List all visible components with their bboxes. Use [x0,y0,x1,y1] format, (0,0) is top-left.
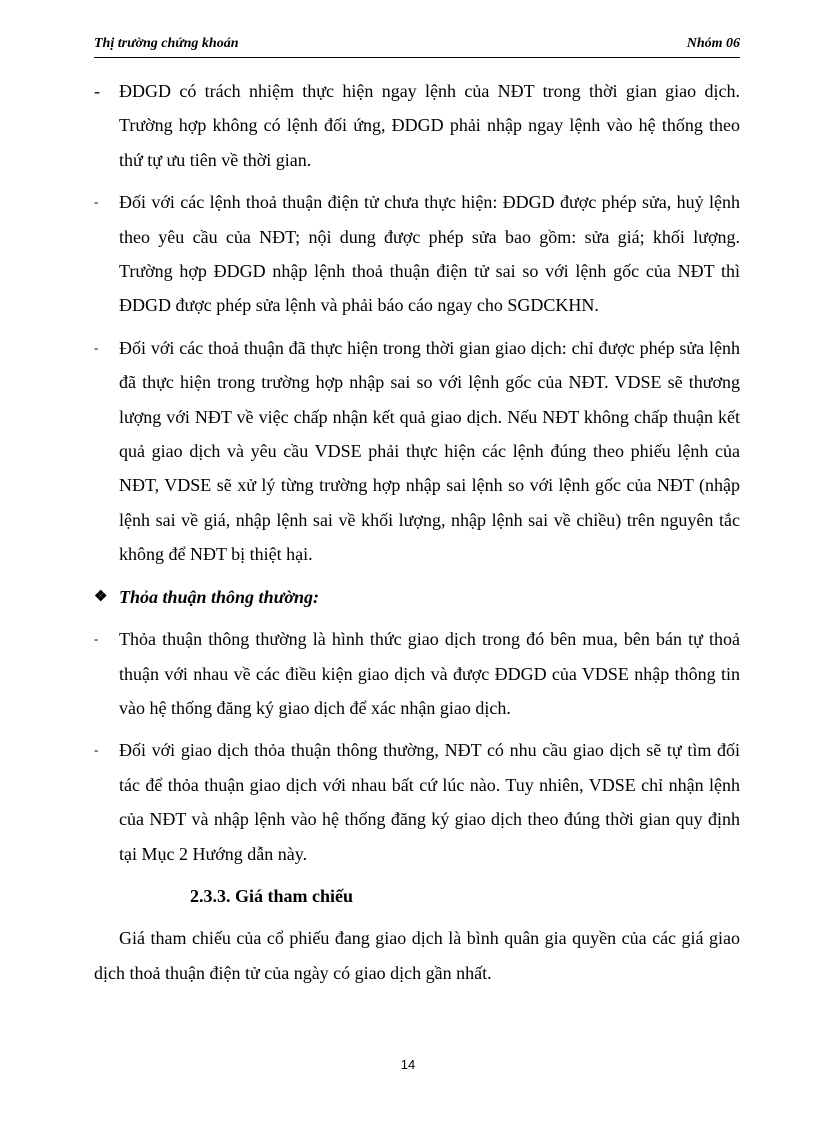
page-header [94,33,740,58]
dash-bullet: - [94,339,99,355]
section-heading-text: Thỏa thuận thông thường: [119,586,320,607]
list-item [94,74,740,177]
diamond-bullet-icon: ❖ [94,588,108,605]
list-item [94,331,740,572]
dash-bullet: - [94,631,99,647]
list-item [94,733,740,871]
document-body [94,74,740,990]
list-item-text: Đối với các lệnh thoả thuận điện tử chưa thực hiện: ĐDGD được phép sửa, huỷ lệnh theo yêu cầu của NĐT; nội dung được phép sửa bao gồm: sửa giá; khối lượng. Trường hợp ĐDGD nhập lệnh thoả thuận điện tử sai so với lệnh gốc của NĐT thì ĐDGD được phép sửa lệnh và phải báo cáo ngay cho SGDCKHN. [119,192,740,316]
section-heading [94,580,740,614]
header-title: Thị trường chứng khoán [94,36,239,51]
list-item-text: Thỏa thuận thông thường là hình thức giao dịch trong đó bên mua, bên bán tự thoả thuận với nhau về các điều kiện giao dịch và được ĐDGD của VDSE nhập thông tin vào hệ thống đăng ký giao dịch để xác nhận giao dịch. [119,629,740,718]
body-paragraph: Giá tham chiếu của cổ phiếu đang giao dịch là bình quân gia quyền của các giá giao dịch thoả thuận điện tử của ngày có giao dịch gần nhất. [94,928,740,983]
list-item [94,622,740,725]
page-number: 14 [400,1057,416,1072]
dash-bullet: - [94,742,99,758]
list-item [94,185,740,323]
list-item-text: Đối với giao dịch thỏa thuận thông thường, NĐT có nhu cầu giao dịch sẽ tự tìm đối tác để thỏa thuận giao dịch với nhau bất cứ lúc nào. Tuy nhiên, VDSE chỉ nhận lệnh của NĐT và nhập lệnh vào hệ thống đăng ký giao dịch theo đúng thời gian quy định tại Mục 2 Hướng dẫn này. [119,740,740,864]
header-group: Nhóm 06 [686,36,740,51]
list-item-text: ĐDGD có trách nhiệm thực hiện ngay lệnh của NĐT trong thời gian giao dịch. Trường hợp không có lệnh đối ứng, ĐDGD phải nhập ngay lệnh vào hệ thống theo thứ tự ưu tiên về thời gian. [119,81,740,170]
list-item-text: Đối với các thoả thuận đã thực hiện trong thời gian giao dịch: chỉ được phép sửa lệnh đã thực hiện trong trường hợp nhập sai so với lệnh gốc của NĐT. VDSE sẽ thương lượng với NĐT về việc chấp nhận kết quả giao dịch. Nếu NĐT không chấp thuận kết quả giao dịch và yêu cầu VDSE phải thực hiện các lệnh đúng theo phiếu lệnh của NĐT, VDSE sẽ xử lý từng trường hợp nhập sai lệnh so với lệnh gốc của NĐT (nhập lệnh sai về giá, nhập lệnh sai về khối lượng, nhập lệnh sai về chiều) trên nguyên tắc không để NĐT bị thiệt hại. [119,337,740,565]
dash-bullet: - [94,194,99,210]
dash-bullet: - [94,81,100,101]
subsection-heading: 2.3.3. Giá tham chiếu [190,885,354,906]
